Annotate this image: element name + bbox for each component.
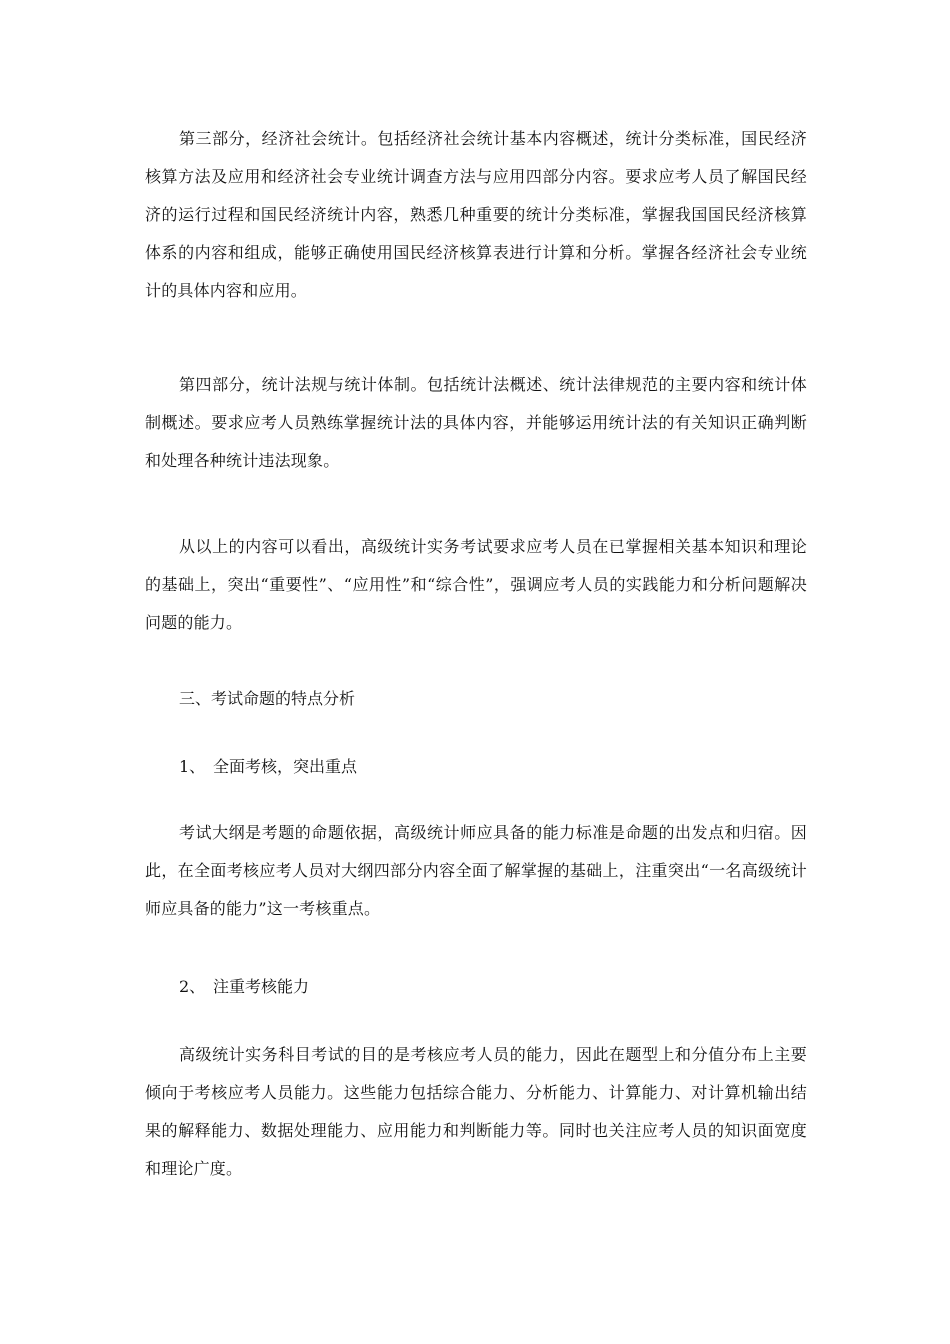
section-three-heading: 三、考试命题的特点分析 [179, 689, 356, 708]
item-two-heading [179, 968, 309, 1006]
paragraph-item-two-body: 高级统计实务科目考试的目的是考核应考人员的能力，因此在题型上和分值分布上主要倾向于考核应考人员能力。这些能力包括综合能力、分析能力、计算能力、对计算机输出结果的解释能力、数据处理能力、应用能力和判断能力等。同时也关注应考人员的知识面宽度和理论广度。 [145, 1045, 807, 1178]
item-two-title: 注重考核能力 [213, 977, 310, 996]
paragraph-item-one-body: 考试大纲是考题的命题依据，高级统计师应具备的能力标准是命题的出发点和归宿。因此，在全面考核应考人员对大纲四部分内容全面了解掌握的基础上，注重突出“一名高级统计师应具备的能力”这一考核重点。 [145, 823, 807, 918]
item-one-heading [179, 748, 357, 786]
paragraph-summary: 从以上的内容可以看出，高级统计实务考试要求应考人员在已掌握相关基本知识和理论的基础上，突出“重要性”、“应用性”和“综合性”，强调应考人员的实践能力和分析问题解决问题的能力。 [145, 537, 807, 632]
item-one-number: 1、 [179, 757, 206, 776]
paragraph-part-four: 第四部分，统计法规与统计体制。包括统计法概述、统计法律规范的主要内容和统计体制概述。要求应考人员熟练掌握统计法的具体内容，并能够运用统计法的有关知识正确判断和处理各种统计违法现象。 [145, 375, 807, 470]
paragraph-part-three: 第三部分，经济社会统计。包括经济社会统计基本内容概述，统计分类标准，国民经济核算方法及应用和经济社会专业统计调查方法与应用四部分内容。要求应考人员了解国民经济的运行过程和国民经济统计内容，熟悉几种重要的统计分类标准，掌握我国国民经济核算体系的内容和组成，能够正确使用国民经济核算表进行计算和分析。掌握各经济社会专业统计的具体内容和应用。 [145, 129, 807, 300]
item-two-number: 2、 [179, 977, 206, 996]
item-one-title: 全面考核，突出重点 [213, 757, 358, 776]
